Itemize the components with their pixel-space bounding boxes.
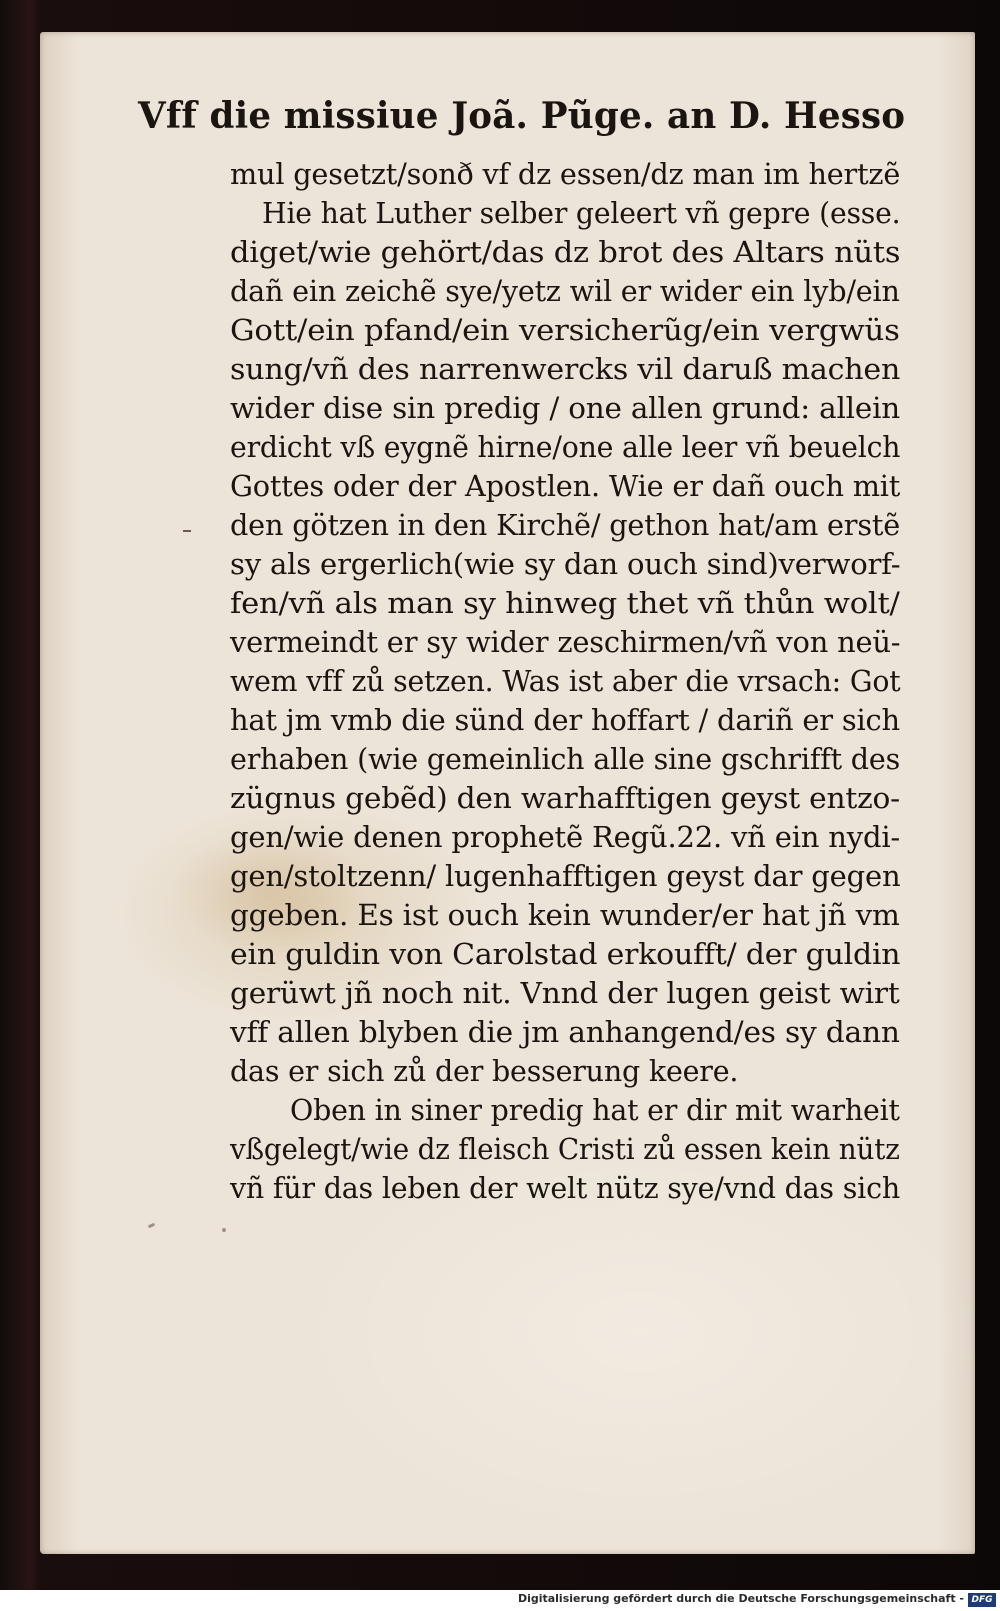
footer-credit: Digitalisierung gefördert durch die Deutsche Forschungsgemeinschaft - bbox=[517, 1592, 964, 1605]
text-line: wider dise sin predig / one allen grund: allein bbox=[230, 392, 901, 425]
running-header: Vff die missiue Joã. Pũge. an D. Hesso bbox=[138, 95, 906, 137]
text-line: fen/vñ als man sy hinweg thet vñ thůn wolt/ bbox=[230, 587, 900, 620]
text-line: Hie hat Luther selber geleert vñ gepre (esse. bbox=[262, 197, 901, 230]
footer-bar bbox=[0, 1590, 1000, 1611]
text-line: vermeindt er sy wider zeschirmen/vñ von neü- bbox=[230, 626, 901, 659]
text-line: diget/wie gehört/das dz brot des Altars nüts bbox=[230, 236, 901, 269]
text-line: mul gesetzt/sonð vf dz essen/dz man im hertzẽ bbox=[230, 158, 901, 191]
text-line: sung/vñ des narrenwercks vil daruß machen bbox=[230, 353, 901, 386]
paper-speck bbox=[222, 1228, 226, 1232]
text-line: erdicht vß eygnẽ hirne/one alle leer vñ beuelch bbox=[230, 431, 901, 464]
text-line: Oben in siner predig hat er dir mit warheit bbox=[290, 1094, 900, 1127]
text-line: gen/wie denen prophetẽ Regũ.22. vñ ein nydi- bbox=[230, 821, 901, 854]
text-line: vff allen blyben die jm anhangend/es sy dann bbox=[230, 1016, 900, 1049]
margin-mark bbox=[183, 530, 191, 532]
text-line: wem vff zů setzen. Was ist aber die vrsach: Got bbox=[230, 665, 901, 698]
text-line: Gottes oder der Apostlen. Wie er dañ ouch mit bbox=[230, 470, 901, 503]
text-line: den götzen in den Kirchẽ/ gethon hat/am erstẽ bbox=[230, 509, 901, 542]
text-line: ein guldin von Carolstad erkoufft/ der guldin bbox=[230, 938, 901, 971]
text-line: gerüwt jñ noch nit. Vnnd der lugen geist wirt bbox=[230, 977, 900, 1010]
text-line: sy als ergerlich(wie sy dan ouch sind)verworf- bbox=[230, 548, 901, 581]
text-line: das er sich zů der besserung keere. bbox=[230, 1055, 739, 1088]
text-line: gen/stoltzenn/ lugenhafftigen geyst dar gegen bbox=[230, 860, 901, 893]
text-line: vßgelegt/wie dz fleisch Cristi zů essen kein nütz bbox=[230, 1133, 900, 1166]
text-line: hat jm vmb die sünd der hoffart / dariñ er sich bbox=[230, 704, 900, 737]
text-line: vñ für das leben der welt nütz sye/vnd das sich bbox=[230, 1172, 900, 1205]
text-line: zügnus gebẽd) den warhafftigen geyst entzo- bbox=[230, 782, 900, 815]
dfg-logo-icon: DFG bbox=[968, 1593, 996, 1607]
text-line: dañ ein zeichẽ sye/yetz wil er wider ein lyb/ein bbox=[230, 275, 900, 308]
text-line: ggeben. Es ist ouch kein wunder/er hat jñ vm bbox=[230, 899, 900, 932]
text-line: erhaben (wie gemeinlich alle sine gschrifft des bbox=[230, 743, 901, 776]
text-line: Gott/ein pfand/ein versicherũg/ein vergwüs bbox=[230, 314, 900, 347]
